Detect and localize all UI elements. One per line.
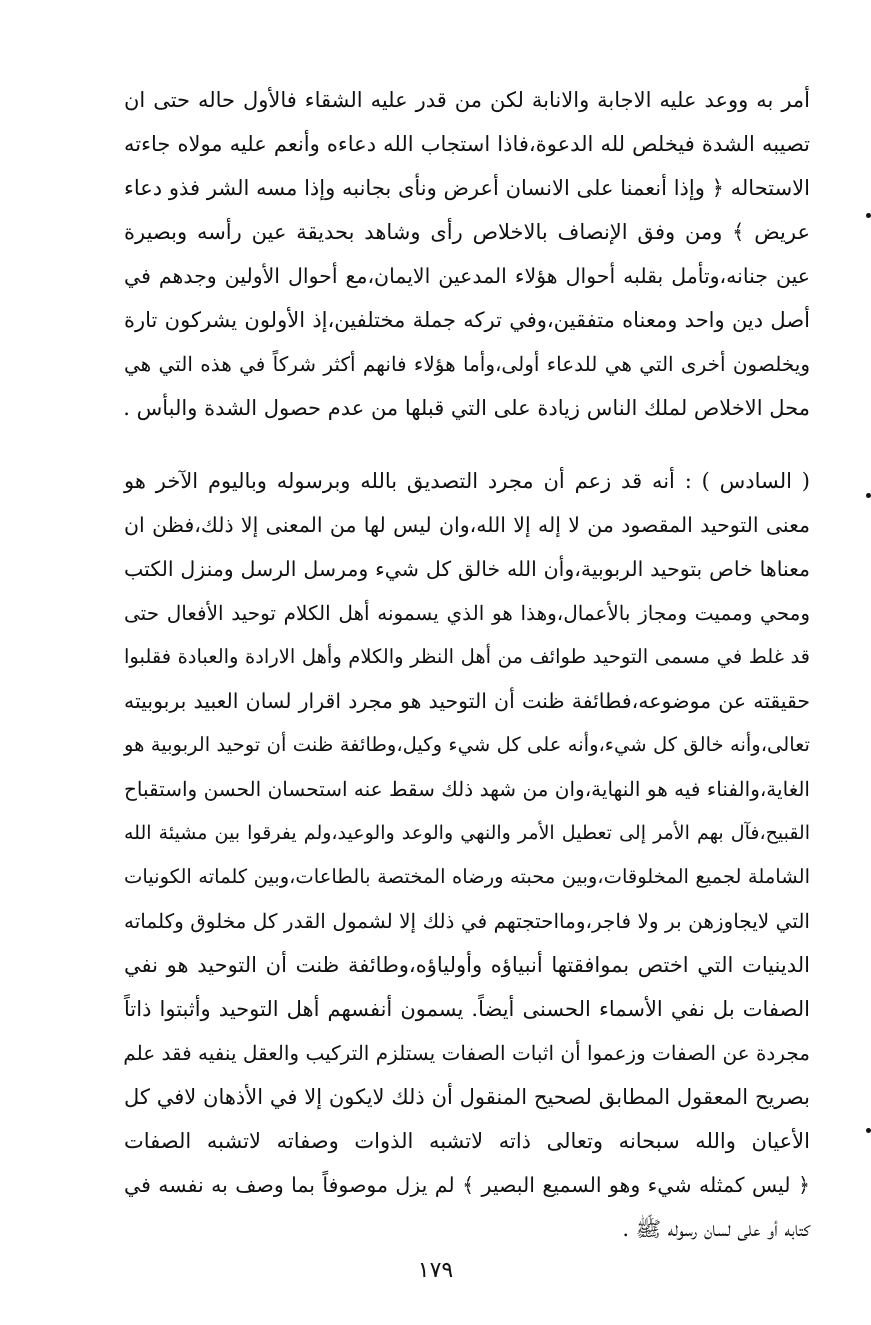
text-line: حقيقته عن موضوعه،فطائفة ظنت أن التوحيد هو مجرد اقرار لسان العبيد بربوبيته xyxy=(124,689,810,713)
text-line: معنى التوحيد المقصود من لا إله إلا الله،وان ليس لها من المعنى إلا ذلك،فظن ان xyxy=(124,513,810,537)
margin-dot xyxy=(866,493,871,498)
text-line: ومحي ومميت ومجاز بالأعمال،وهذا هو الذي يسمونه أهل الكلام توحيد الأفعال حتى xyxy=(124,601,810,625)
text-line: قد غلط في مسمى التوحيد طوائف من أهل النظر والكلام وأهل الارادة والعبادة فقلبوا xyxy=(124,645,810,668)
text-line: ﴿ ليس كمثله شيء وهو السميع البصير ﴾ لم يزل موصوفاً بما وصف به نفسه في xyxy=(124,1173,810,1197)
text-line: الصفات بل نفي الأسماء الحسنى أيضاً. يسمون أنفسهم أهل التوحيد وأثبتوا ذاتاً xyxy=(124,997,810,1021)
text-line: مجردة عن الصفات وزعموا أن اثبات الصفات يستلزم التركيب والعقل ينفيه فقد علم xyxy=(123,1041,810,1065)
text-line: أمر به ووعد عليه الاجابة والانابة لكن من قدر عليه الشقاء فالأول حاله حتى ان xyxy=(124,88,810,112)
margin-dot xyxy=(866,1128,871,1133)
text-line: أصل دين واحد ومعناه متفقين،وفي تركه جملة مختلفين،إذ الأولون يشركون تارة xyxy=(124,308,810,332)
text-line: الاستحاله ﴿ وإذا أنعمنا على الانسان أعرض ونأى بجانبه وإذا مسه الشر فذو دعاء xyxy=(124,176,810,200)
text-line: تصيبه الشدة فيخلص لله الدعوة،فاذا استجاب الله دعاءه وأنعم عليه مولاه جاءته xyxy=(124,132,810,156)
text-line: كتابه أو على لسان رسوله ﷺ . xyxy=(622,1217,810,1241)
page-number: ١٧٩ xyxy=(417,1258,454,1283)
text-line: ( السادس ) : أنه قد زعم أن مجرد التصديق بالله وبرسوله وباليوم الآخر هو xyxy=(124,469,810,493)
text-line: بصريح المعقول المطابق لصحيح المنقول أن ذلك لايكون إلا في الأذهان لافي كل xyxy=(124,1085,810,1109)
text-line: الدينيات التي اختص بموافقتها أنبياؤه وأولياؤه،وطائفة ظنت أن التوحيد هو نفي xyxy=(124,953,810,977)
text-line: القبيح،فآل بهم الأمر إلى تعطيل الأمر والنهي والوعد والوعيد،ولم يفرقوا بين مشيئة الله xyxy=(124,822,810,844)
text-line: التي لايجاوزهن بر ولا فاجر،ومااحتجتهم في ذلك إلا لشمول القدر كل مخلوق وكلماته xyxy=(124,909,810,933)
margin-dot xyxy=(866,213,871,218)
text-line: محل الاخلاص لملك الناس زيادة على التي قبلها من عدم حصول الشدة والبأس . xyxy=(123,396,810,420)
text-line: الشاملة لجميع المخلوقات،وبين محبته ورضاه المختصة بالطاعات،وبين كلماته الكونيات xyxy=(124,865,810,888)
text-line: الأعيان والله سبحانه وتعالى ذاته لاتشبه الذوات وصفاته لاتشبه الصفات xyxy=(124,1129,810,1153)
text-line: ويخلصون أخرى التي هي للدعاء أولى،وأما هؤلاء فانهم أكثر شركاً في هذه التي هي xyxy=(124,352,810,376)
text-line: عريض ﴾ ومن وفق الإنصاف بالاخلاص رأى وشاهد بحديقة عين رأسه وبصيرة xyxy=(124,220,810,244)
text-line: تعالى،وأنه خالق كل شيء،وأنه على كل شيء وكيل،وطائفة ظنت أن توحيد الربوبية هو xyxy=(124,733,810,756)
text-line: عين جنانه،وتأمل بقلبه أحوال هؤلاء المدعين الايمان،مع أحوال الأولين وجدهم في xyxy=(124,264,810,288)
text-line: الغاية،والفناء فيه هو النهاية،وان من شهد ذلك سقط عنه استحسان الحسن واستقباح xyxy=(124,777,810,801)
text-line: معناها خاص بتوحيد الربوبية،وأن الله خالق كل شيء ومرسل الرسل ومنزل الكتب xyxy=(124,557,810,581)
